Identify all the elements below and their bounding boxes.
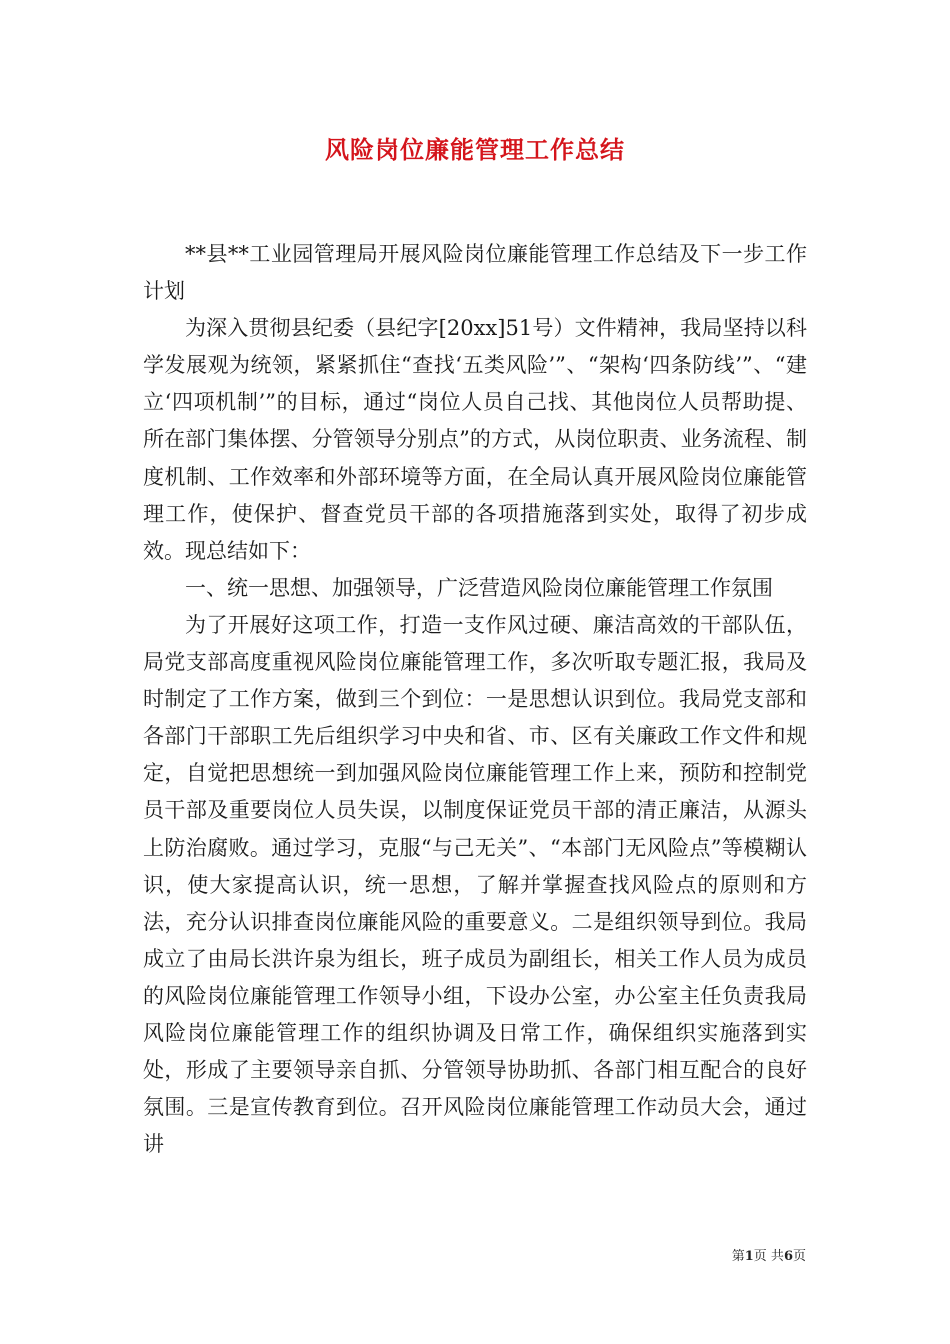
footer-total-pages: 6: [783, 1249, 793, 1264]
footer-current-page: 1: [744, 1249, 754, 1264]
footer-prefix: 第: [731, 1249, 745, 1264]
document-body: [143, 236, 807, 1163]
paragraph-subtitle: **县**工业园管理局开展风险岗位廉能管理工作总结及下一步工作计划: [143, 242, 807, 304]
footer-suffix: 页: [792, 1249, 806, 1264]
footer-middle: 页 共: [753, 1249, 784, 1264]
section-heading-1: 一、统一思想、加强领导，广泛营造风险岗位廉能管理工作氛围: [185, 575, 773, 600]
paragraph-section-1: 为了开展好这项工作，打造一支作风过硬、廉洁高效的干部队伍，局党支部高度重视风险岗位廉能管理工作，多次听取专题汇报，我局及时制定了工作方案，做到三个到位：一是思想认识到位。我局党支部和各部门干部职工先后组织学习中央和省、市、区有关廉政工作文件和规定，自觉把思想统一到加强风险岗位廉能管理工作上来，预防和控制党员干部及重要岗位人员失误，以制度保证党员干部的清正廉洁，从源头上防治腐败。通过学习，克服“与己无关”、“本部门无风险点”等模糊认识，使大家提高认识，统一思想，了解并掌握查找风险点的原则和方法，充分认识排查岗位廉能风险的重要意义。二是组织领导到位。我局成立了由局长洪许泉为组长，班子成员为副组长，相关工作人员为成员的风险岗位廉能管理工作领导小组，下设办公室，办公室主任负责我局风险岗位廉能管理工作的组织协调及日常工作，确保组织实施落到实处，形成了主要领导亲自抓、分管领导协助抓、各部门相互配合的良好氛围。三是宣传教育到位。召开风险岗位廉能管理工作动员大会，通过讲: [143, 612, 807, 1157]
document-title: 风险岗位廉能管理工作总结: [325, 135, 625, 164]
page-footer: [732, 1248, 806, 1266]
paragraph-intro: 为深入贯彻县纪委（县纪字[20xx]51号）文件精神，我局坚持以科学发展观为统领，紧紧抓住“查找‘五类风险’”、“架构‘四条防线’”、“建立‘四项机制’”的目标，通过“岗位人员自己找、其他岗位人员帮助提、所在部门集体摆、分管领导分别点”的方式，从岗位职责、业务流程、制度机制、工作效率和外部环境等方面，在全局认真开展风险岗位廉能管理工作，使保护、督查党员干部的各项措施落到实处，取得了初步成效。现总结如下：: [143, 316, 807, 563]
